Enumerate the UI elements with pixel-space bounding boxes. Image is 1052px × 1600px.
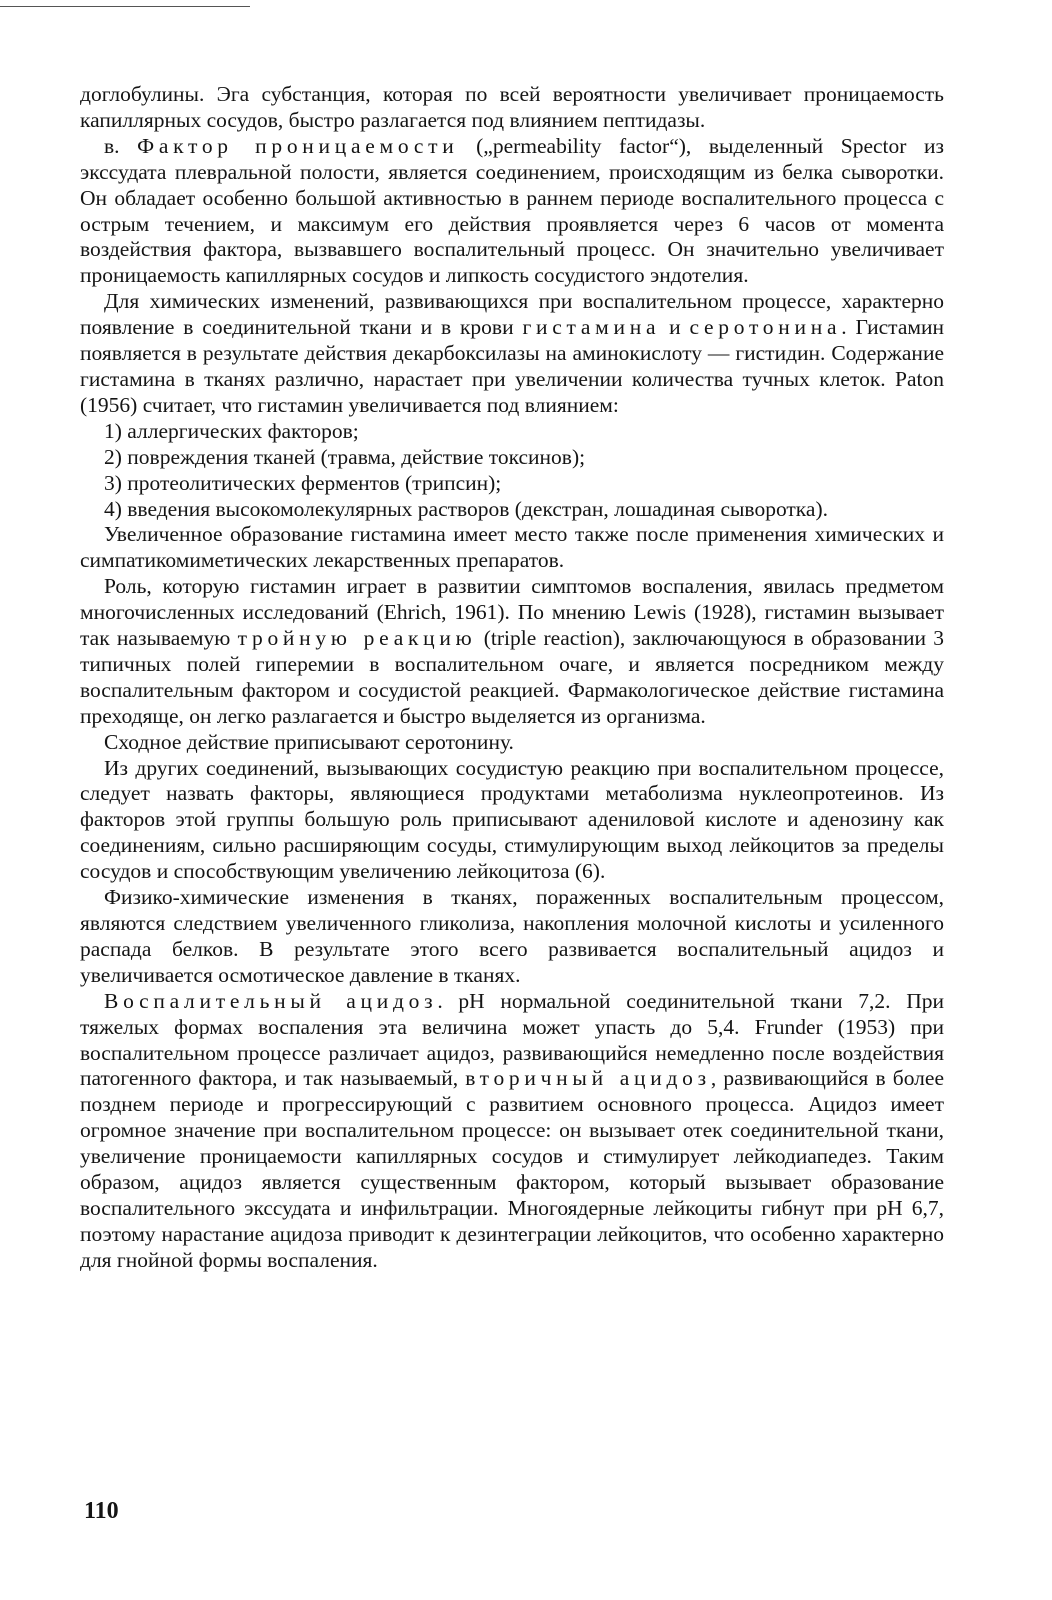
spaced-term: серотонина: [689, 315, 842, 340]
spaced-term: гистамина: [522, 315, 661, 340]
paragraph-text: Из других соединений, вызывающих сосудистую реакцию при воспалительном процессе, следует назвать факторы, являющиеся продуктами метаболизма нуклеопротеинов. Из факторов этой группы большую роль приписывают адениловой кислоте и аденозину как соединениям, сильно расширяющим сосуды, стимулирующим выход лейкоцитов за пределы сосудов и способствующим увеличению лейкоцитоза (6).: [80, 755, 944, 884]
list-item: 2) повреждения тканей (травма, действие токсинов);: [104, 444, 586, 469]
spaced-term: Воспалительный ацидоз: [104, 988, 438, 1013]
paragraph-histamine-serotonin: [80, 289, 944, 419]
paragraph-text: и: [660, 315, 690, 340]
top-edge-rule: [0, 6, 250, 7]
spaced-term: вторичный ацидоз: [465, 1066, 711, 1091]
paragraph-text: Роль, которую гистамин играет в развитии симптомов воспаления, явилась предметом многочисленных исследований (Ehrich, 1961). По мнению Lewis (1928), гистамин вызывает так называемую: [80, 574, 944, 651]
paragraph-text: , развивающийся в более позднем периоде и прогрессирующий с развитием основного процесса. Ацидоз имеет огромное значение при воспалительном процессе: он вызывает отек соединительной ткани, увеличение проницаемости капиллярных сосудов и стимулирует лейкодиапедез. Таким образом, ацидоз является существенным фактором, который вызывает образование воспалительного экссудата и инфильтрации. Многоядерные лейкоциты гибнут при pH 6,7, поэтому нарастание ацидоза приводит к дезинтеграции лейкоцитов, что особенно характерно для гнойной формы воспаления.: [80, 1066, 945, 1272]
paragraph-text: Для химических изменений, развивающихся при воспалительном процессе, характерно появление в соединительной ткани и в крови: [80, 289, 944, 340]
paragraph-text: („permeability factor“), выделенный Spector из экссудата плевральной полости, является соединением, происходящим из белка сыворотки. Он обладает особенно большой активностью в раннем периоде воспалительного процесса с острым течением, и максимум его действия проявляется через 6 часов от момента воздействия фактора, вызвавшего воспалительный процесс. Он значительно увеличивает проницаемость капиллярных сосудов и липкость сосудистого эндотелия.: [80, 133, 944, 288]
paragraph-acidosis: [80, 989, 944, 1274]
spaced-term: Фактор проницаемости: [137, 133, 459, 158]
paragraph-text: Физико-химические изменения в тканях, пораженных воспалительным процессом, являются следствием увеличенного гликолиза, накопления молочной кислоты и усиленного распада белков. В результате этого всего развивается воспалительный ацидоз и увеличивается осмотическое давление в тканях.: [80, 885, 944, 987]
paragraph-text: . Гистамин появляется в результате действия декарбоксилазы на аминокислоту — гистидин. Содержание гистамина в тканях различно, нарастает при увеличении количества тучных клеток. Paton (1956) считает, что гистамин увеличивается под влиянием:: [80, 315, 944, 417]
paragraph-prefix: в.: [104, 133, 138, 158]
list-item: 3) протеолитических ферментов (трипсин);: [104, 470, 502, 495]
paragraph-peptidase: [80, 82, 944, 134]
paragraph-text: доглобулины. Эга субстанция, которая по всей вероятности увеличивает проницаемость капиллярных сосудов, быстро разлагается под влиянием пептидазы.: [80, 82, 944, 132]
paragraph-text: (triple reaction), заключающуюся в образовании 3 типичных полей гиперемии в воспалительном очаге, и является посредником между воспалительным фактором и сосудистой реакцией. Фармакологическое действие гистамина преходяще, он легко разлагается и быстро выделяется из организма.: [80, 626, 944, 728]
paragraph-permeability-factor: [80, 134, 944, 289]
paragraph-physicochemical: [80, 885, 944, 989]
list-item: 1) аллергических факторов;: [104, 418, 359, 443]
spaced-term: тройную реакцию: [237, 626, 477, 651]
paragraph-drugs: [80, 522, 944, 574]
paragraph-triple-reaction: [80, 574, 944, 729]
page-number: 110: [84, 1498, 119, 1524]
paragraph-serotonin: [80, 730, 944, 756]
paragraph-text: Сходное действие приписывают серотонину.: [104, 729, 514, 754]
paragraph-text: . pH нормальной соединительной ткани 7,2. При тяжелых формах воспаления эта величина может упасть до 5,4. Frunder (1953) при воспалительном процессе различает ацидоз, развивающийся немедленно после воздействия патогенного фактора, и так называемый,: [80, 988, 944, 1091]
list-item: 4) введения высокомолекулярных растворов (декстран, лошадиная сыворотка).: [104, 496, 828, 521]
paragraph-text: Увеличенное образование гистамина имеет место также после применения химических и симпатикомиметических лекарственных препаратов.: [80, 522, 944, 573]
paragraph-nucleoproteins: [80, 756, 944, 886]
page-body: [80, 82, 944, 1274]
